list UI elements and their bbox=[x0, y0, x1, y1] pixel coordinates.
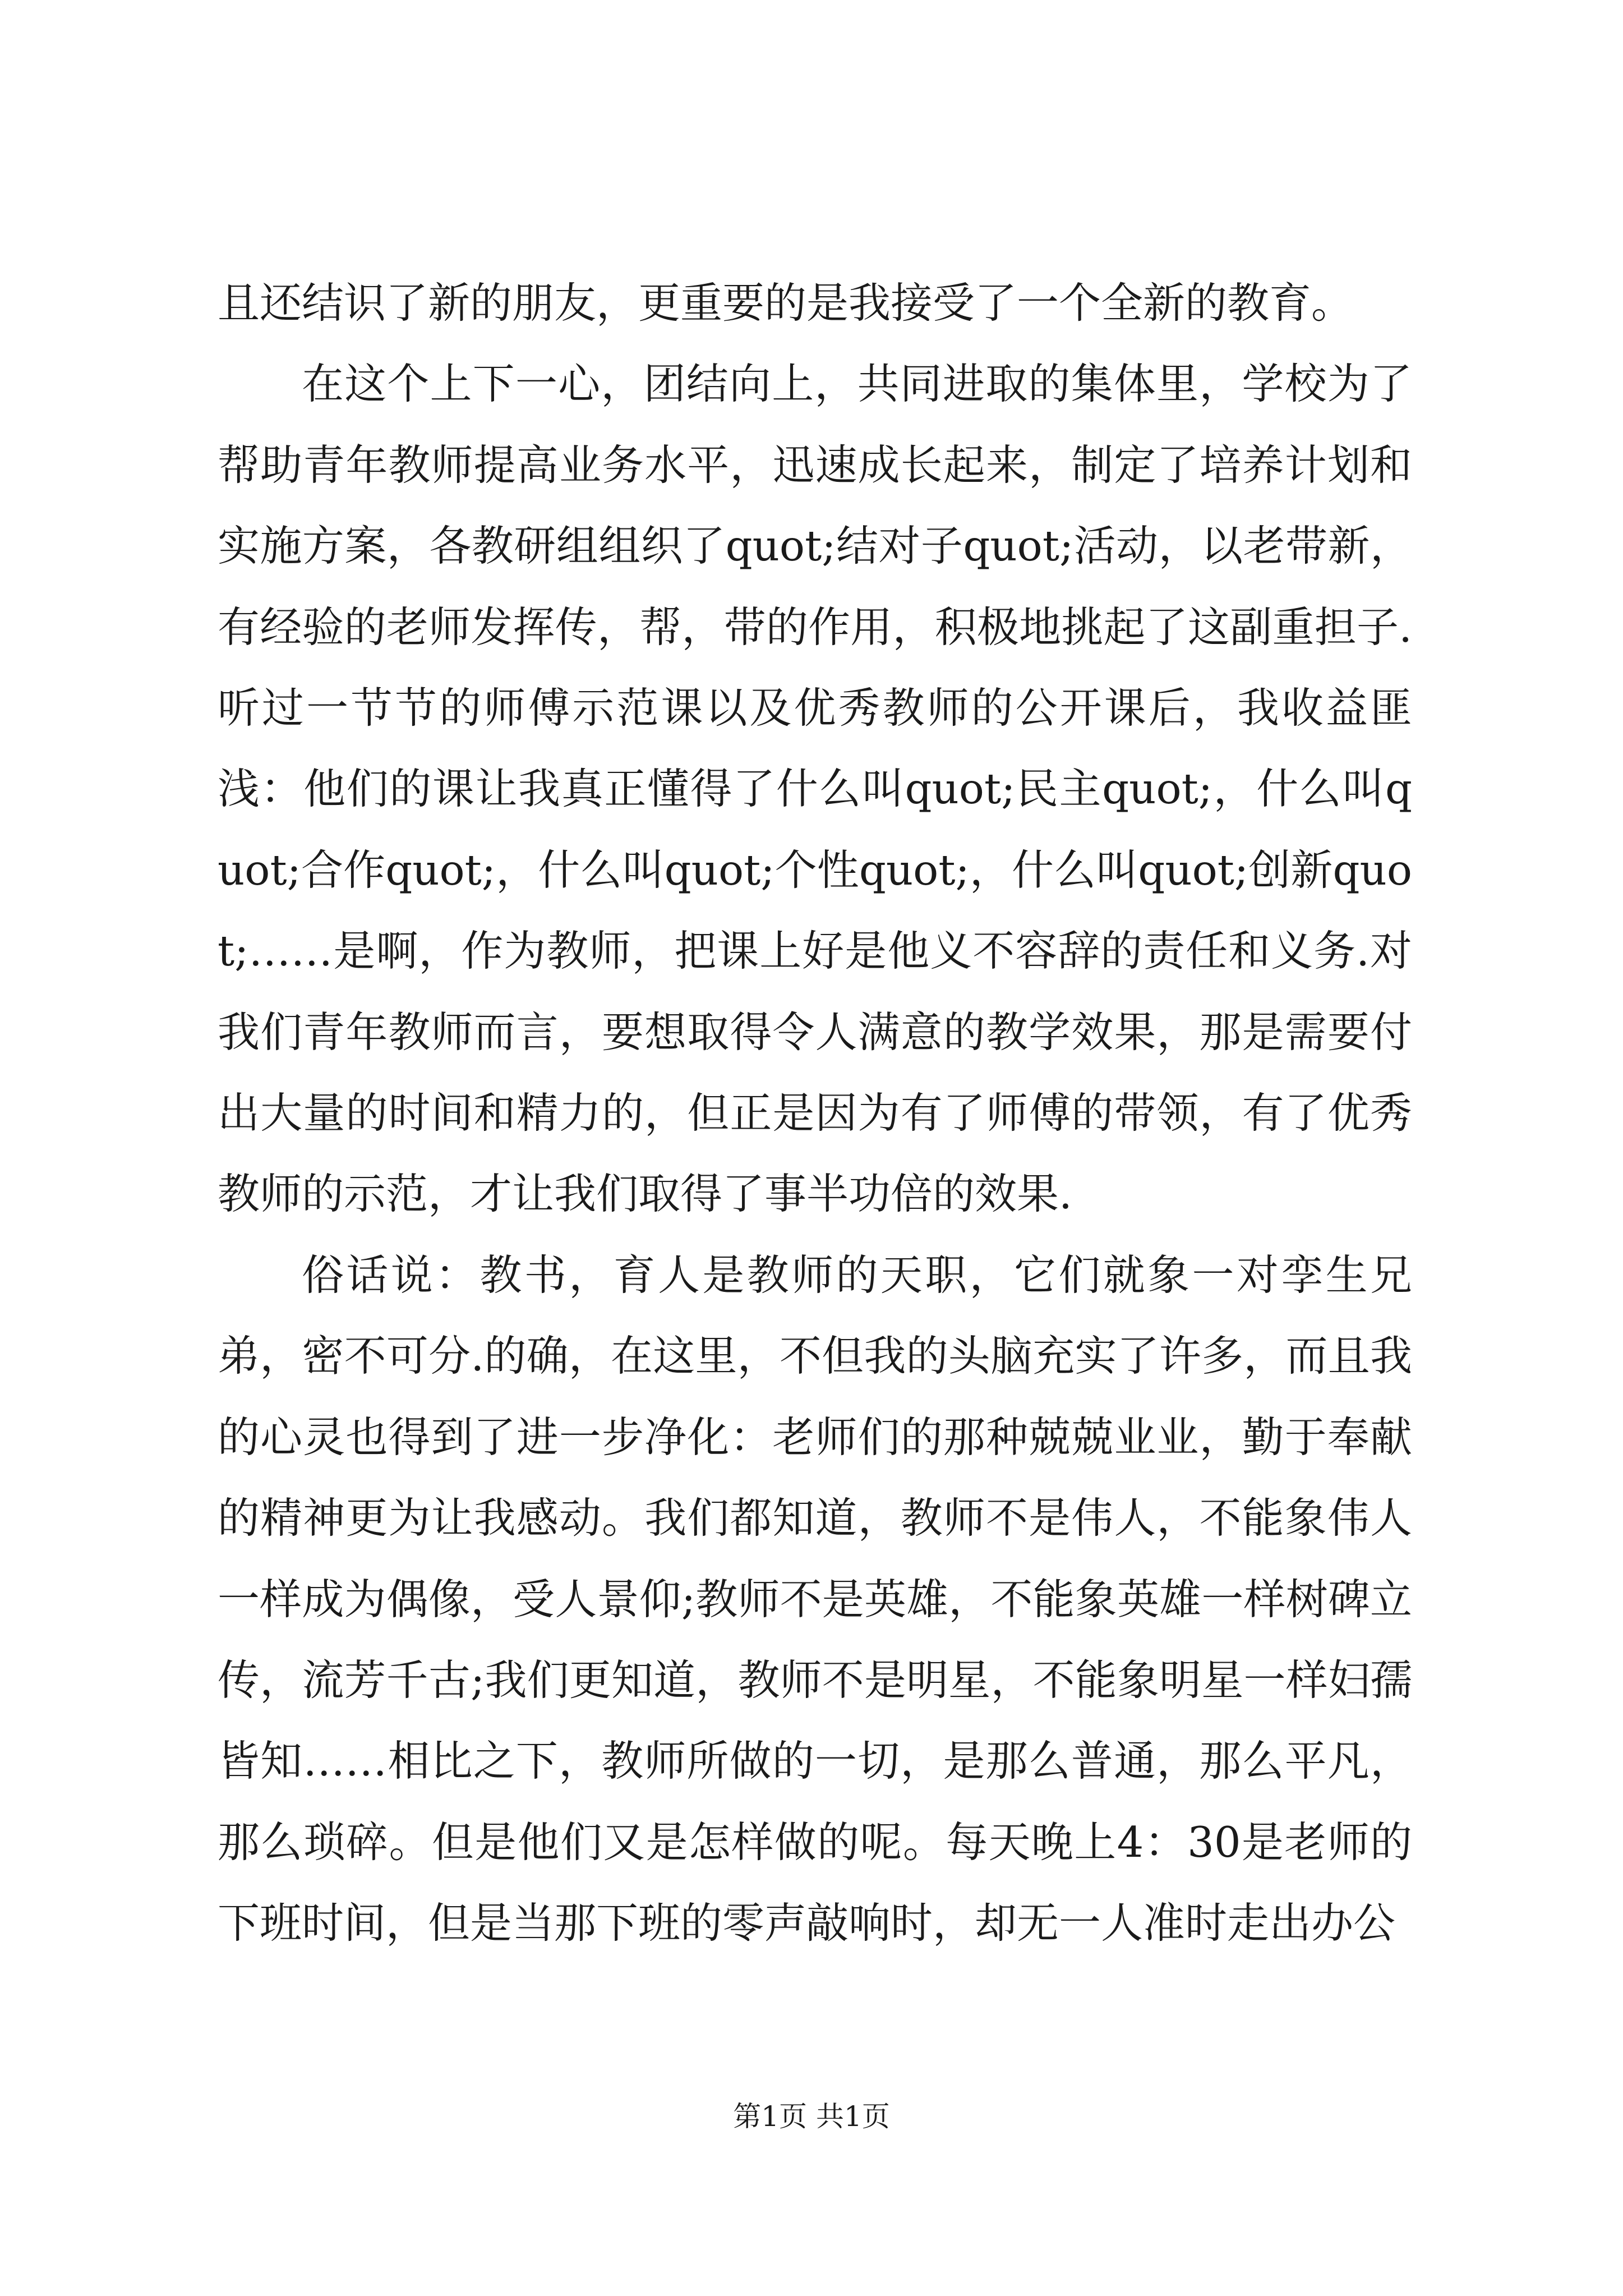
paragraph-3: 俗话说：教书，育人是教师的天职，它们就象一对孪生兄弟，密不可分.的确，在这里，不但我的头脑充实了许多，而且我的心灵也得到了进一步净化：老师们的那种兢兢业业，勤于奉献的精神更为让我感动。我们都知道，教师不是伟人，不能象伟人一样成为偶像，受人景仰;教师不是英雄，不能象英雄一样树碑立传，流芳千古;我们更知道，教师不是明星，不能象明星一样妇孺皆知……相比之下，教师所做的一切，是那么普通，那么平凡，那么琐碎。但是他们又是怎样做的呢。每天晚上4：30是老师的下班时间，但是当那下班的零声敲响时，却无一人准时走出办公 bbox=[218, 1250, 1412, 1948]
document-body bbox=[218, 263, 1412, 1964]
paragraph-2: 在这个上下一心，团结向上，共同进取的集体里，学校为了帮助青年教师提高业务水平，迅速成长起来，制定了培养计划和实施方案，各教研组组织了quot;结对子quot;活动，以老带新，有经验的老师发挥传，帮，带的作用，积极地挑起了这副重担子.听过一节节的师傅示范课以及优秀教师的公开课后，我收益匪浅：他们的课让我真正懂得了什么叫quot;民主quot;，什么叫quot;合作quot;，什么叫quot;个性quot;，什么叫quot;创新quot;……是啊，作为教师，把课上好是他义不容辞的责任和义务.对我们青年教师而言，要想取得令人满意的教学效果，那是需要付出大量的时间和精力的，但正是因为有了师傅的带领，有了优秀教师的示范，才让我们取得了事半功倍的效果. bbox=[218, 359, 1412, 1219]
page-number-label: 第1页 共1页 bbox=[733, 2100, 890, 2133]
page-footer bbox=[0, 2097, 1623, 2136]
paragraph-1: 且还结识了新的朋友，更重要的是我接受了一个全新的教育。 bbox=[218, 278, 1354, 328]
